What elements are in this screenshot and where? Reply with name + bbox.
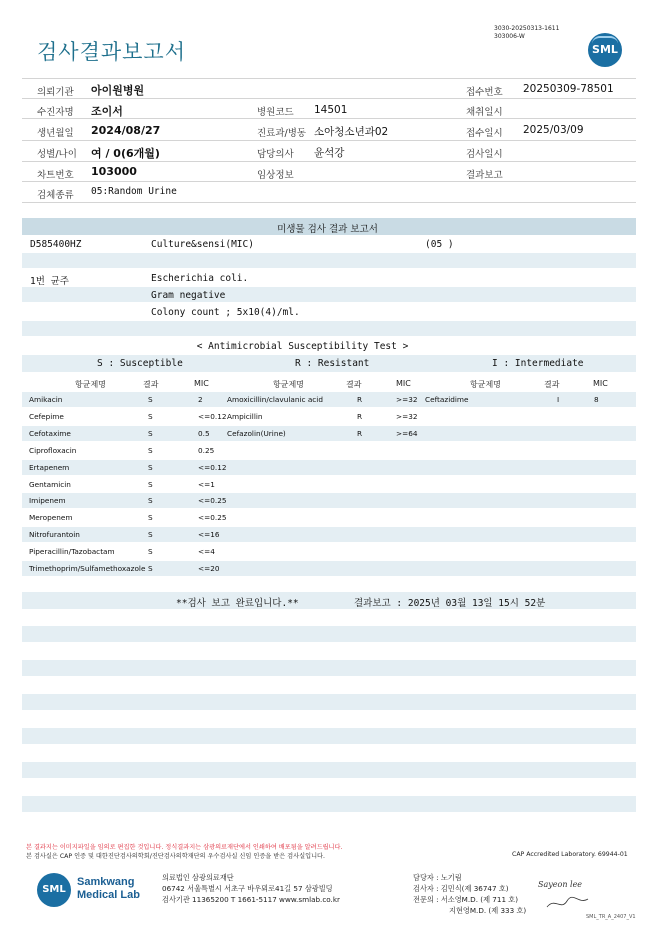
specialist-1: 서소영M.D. (제 711 호): [440, 895, 519, 904]
ast-result: S: [148, 530, 153, 540]
dept-label: 진료과/병동: [257, 128, 307, 139]
ast-result: S: [148, 496, 153, 506]
receipt-no-value: 20250309-78501: [523, 83, 614, 95]
patient-value: 조이서: [91, 105, 123, 118]
legend-susceptible: S : Susceptible: [97, 358, 183, 369]
receipt-date-value: 2025/03/09: [523, 124, 584, 136]
band-row: [22, 321, 636, 336]
table-row-band: [22, 392, 636, 407]
ast-result: S: [148, 462, 153, 472]
specimen-value: 05:Random Urine: [91, 186, 177, 197]
ast-result: S: [148, 411, 153, 421]
hospital-value: 아이원병원: [91, 84, 145, 97]
dob-value: 2024/08/27: [91, 124, 161, 137]
tester-value: 김민식(제 36747 호): [440, 884, 509, 893]
organism-name: Escherichia coli.: [151, 273, 249, 284]
lab-name: [77, 876, 140, 902]
ast-drug: Gentamicin: [29, 479, 71, 489]
ast-drug: Ertapenem: [29, 462, 70, 472]
legend-intermediate: I : Intermediate: [492, 358, 584, 369]
legend-resistant: R : Resistant: [295, 358, 370, 369]
ast-title: < Antimicrobial Susceptibility Test >: [196, 341, 409, 352]
ast-result: I: [557, 395, 560, 404]
table-row-band: [22, 527, 636, 542]
ast-drug: Ciprofloxacin: [29, 445, 77, 455]
ast-mic: 0.5: [198, 428, 210, 438]
empty-band-row: [22, 626, 636, 642]
receipt-no-label: 접수번호: [466, 87, 503, 98]
col-drug-header: 항균제명: [273, 380, 304, 389]
ast-result: R: [357, 428, 363, 438]
ast-result: S: [148, 445, 153, 455]
staff-info: [413, 872, 526, 916]
ast-result: R: [357, 395, 363, 404]
band-row: [22, 253, 636, 268]
test-name: Culture&sensi(MIC): [151, 239, 254, 250]
ast-mic: <=16: [198, 530, 220, 540]
doc-code-1: 3030-20250313-1611: [494, 25, 560, 32]
specialist-label: 전문의 :: [413, 895, 439, 904]
ast-mic: 0.25: [198, 445, 215, 455]
doc-code-2: 303006-W: [494, 33, 525, 40]
ast-drug: Meropenem: [29, 513, 73, 523]
notice-cap: 본 검사실은 CAP 인증 및 대한진단검사의학회/진단검사의학재단의 우수검사실 신임 인증을 받은 검사실입니다.: [26, 853, 325, 860]
specialist-2: 지현영M.D. (제 333 호): [449, 906, 527, 915]
ast-mic: <=0.25: [198, 496, 227, 506]
band-row: [22, 287, 636, 302]
ast-drug: Amikacin: [29, 395, 63, 404]
empty-band-row: [22, 660, 636, 676]
test-date-label: 검사일시: [466, 149, 503, 160]
divider: [22, 181, 636, 182]
ast-drug: Ampicillin: [227, 411, 263, 421]
col-drug-header: 항균제명: [75, 380, 106, 389]
empty-band-row: [22, 762, 636, 778]
ast-mic: 8: [594, 395, 599, 404]
test-number: (05 ): [425, 239, 454, 250]
ast-drug: Nitrofurantoin: [29, 530, 80, 540]
sml-logo-icon: SML: [588, 33, 622, 67]
org-name: 의료법인 삼광의료재단: [162, 873, 234, 882]
col-result-header: 결과: [143, 380, 159, 389]
receipt-date-label: 접수일시: [466, 128, 503, 139]
ast-drug: Amoxicillin/clavulanic acid: [227, 395, 323, 404]
hospital-label: 의뢰기관: [37, 87, 74, 98]
org-address: 06742 서울특별시 서초구 바우뫼로41길 57 삼광빌딩: [162, 884, 333, 893]
lab-name-line2: Medical Lab: [77, 889, 140, 901]
divider: [22, 202, 636, 203]
ast-drug: Imipenem: [29, 496, 66, 506]
empty-band-row: [22, 796, 636, 812]
ast-result: S: [148, 479, 153, 489]
col-mic-header: MIC: [194, 379, 209, 388]
gram-stain: Gram negative: [151, 290, 226, 301]
ast-mic: >=64: [396, 428, 418, 438]
signature-tester: Sayeon lee: [538, 880, 583, 889]
ast-result: R: [357, 411, 363, 421]
patient-label: 수진자명: [37, 107, 74, 118]
doc-codes: [494, 25, 559, 41]
dob-label: 생년월일: [37, 128, 74, 139]
divider: [22, 78, 636, 79]
col-result-header: 결과: [544, 380, 560, 389]
table-row-band: [22, 493, 636, 508]
col-mic-header: MIC: [593, 379, 608, 388]
doctor-value: 윤석강: [314, 147, 345, 159]
ast-mic: 2: [198, 395, 203, 404]
ast-result: S: [148, 395, 153, 404]
empty-band-row: [22, 728, 636, 744]
cap-accreditation: CAP Accredited Laboratory. 69944-01: [512, 851, 628, 858]
manager-value: 노기림: [440, 873, 462, 882]
empty-band-row: [22, 694, 636, 710]
ast-drug: Piperacillin/Tazobactam: [29, 547, 115, 557]
ast-result: S: [148, 513, 153, 523]
clinical-label: 임상정보: [257, 170, 294, 181]
ast-result: S: [148, 564, 153, 573]
ast-mic: <=0.25: [198, 513, 227, 523]
ast-drug: Trimethoprim/Sulfamethoxazole: [29, 564, 146, 573]
ast-mic: >=32: [396, 395, 418, 404]
form-code: SML_TR_A_2407_V1: [586, 914, 636, 920]
ast-drug: Cefazolin(Urine): [227, 428, 286, 438]
ast-result: S: [148, 547, 153, 557]
divider: [22, 140, 636, 141]
specimen-label: 검체종류: [37, 190, 74, 201]
collect-date-label: 채취일시: [466, 107, 503, 118]
ast-mic: <=0.12: [198, 462, 227, 472]
colony-count: Colony count ; 5x10(4)/ml.: [151, 307, 300, 318]
organism-label: 1번 균주: [30, 276, 69, 287]
col-drug-header: 항균제명: [470, 380, 501, 389]
org-contact: 검사기관 11365200 T 1661-5117 www.smlab.co.kr: [162, 895, 340, 904]
ast-result: S: [148, 428, 153, 438]
divider: [22, 161, 636, 162]
divider: [22, 98, 636, 99]
report-title: 검사결과보고서: [37, 40, 187, 64]
table-row-band: [22, 426, 636, 441]
ast-mic: <=4: [198, 547, 215, 557]
manager-label: 담당자 :: [413, 873, 439, 882]
report-time: 결과보고 : 2025년 03월 13일 15시 52분: [354, 598, 546, 609]
sex-age-value: 여 / 0(6개월): [91, 147, 160, 160]
signature-specialist-icon: [545, 893, 590, 913]
chart-no-value: 103000: [91, 165, 137, 178]
test-code: D585400HZ: [30, 239, 82, 250]
hospital-code-label: 병원코드: [257, 107, 294, 118]
lab-name-line1: Samkwang: [77, 876, 135, 888]
sml-footer-logo-icon: SML: [37, 873, 71, 907]
table-row-band: [22, 460, 636, 475]
sex-age-label: 성별/나이: [37, 149, 77, 160]
ast-mic: <=1: [198, 479, 215, 489]
col-result-header: 결과: [346, 380, 362, 389]
ast-mic: >=32: [396, 411, 418, 421]
ast-drug: Cefepime: [29, 411, 64, 421]
dept-value: 소아청소년과02: [314, 126, 389, 138]
section-title: 미생물 검사 결과 보고서: [277, 224, 378, 235]
ast-drug: Ceftazidime: [425, 395, 469, 404]
ast-mic: <=20: [198, 564, 220, 573]
org-info: [162, 872, 340, 905]
doctor-label: 담당의사: [257, 149, 294, 160]
chart-no-label: 차트번호: [37, 170, 74, 181]
tester-label: 검사자 :: [413, 884, 439, 893]
notice-edited: 본 결과지는 이미지파일을 임의로 편집한 것입니다. 정식결과지는 삼광의료재단에서 인쇄하여 배포됨을 알려드립니다.: [26, 844, 343, 851]
col-mic-header: MIC: [396, 379, 411, 388]
completion-message: **검사 보고 완료입니다.**: [176, 598, 299, 609]
ast-drug: Cefotaxime: [29, 428, 71, 438]
ast-mic: <=0.12: [198, 411, 227, 421]
result-report-label: 결과보고: [466, 170, 503, 181]
hospital-code-value: 14501: [314, 104, 348, 116]
